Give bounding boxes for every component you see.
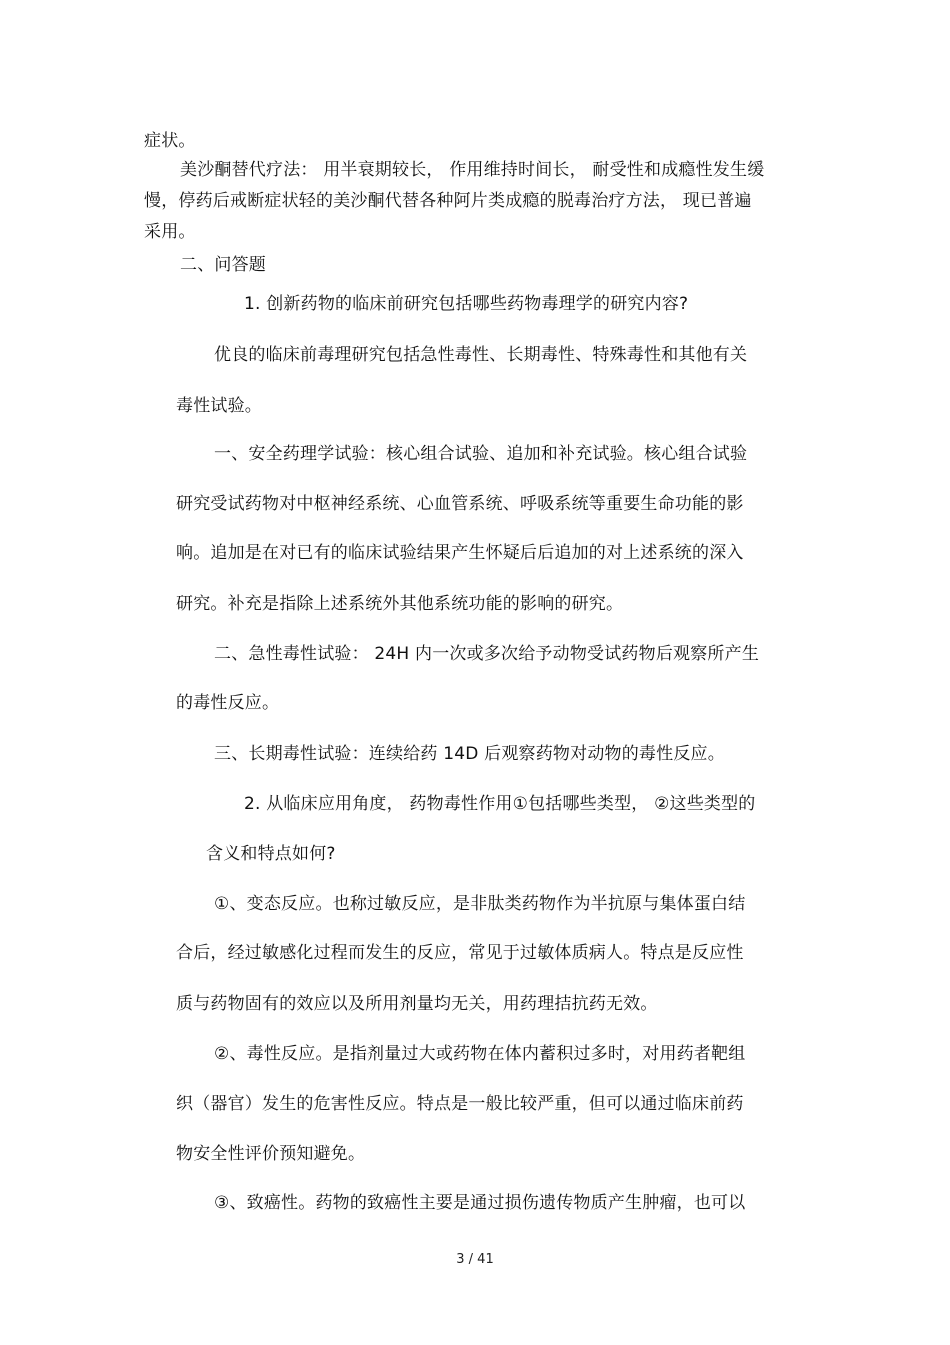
section-heading: 二、问答题 (180, 255, 266, 275)
text-line: 合后，经过敏感化过程而发生的反应，常见于过敏体质病人。特点是反应性 (176, 943, 744, 963)
text-line: 症状。 (144, 131, 196, 151)
text-line: 响。追加是在对已有的临床试验结果产生怀疑后后追加的对上述系统的深入 (176, 543, 744, 563)
text-line: ①、变态反应。也称过敏反应，是非肽类药物作为半抗原与集体蛋白结 (214, 894, 746, 914)
text-line: 美沙酮替代疗法： 用半衰期较长， 作用维持时间长， 耐受性和成瘾性发生缓 (180, 160, 765, 180)
text-line: 优良的临床前毒理研究包括急性毒性、长期毒性、特殊毒性和其他有关 (214, 345, 748, 365)
text-line: 毒性试验。 (176, 396, 262, 416)
text-line: 研究。补充是指除上述系统外其他系统功能的影响的研究。 (176, 594, 624, 614)
text-line: 三、长期毒性试验：连续给药 14D 后观察药物对动物的毒性反应。 (214, 744, 725, 764)
text-line: ②、毒性反应。是指剂量过大或药物在体内蓄积过多时，对用药者靶组 (214, 1044, 746, 1064)
question-heading: 1. 创新药物的临床前研究包括哪些药物毒理学的研究内容? (244, 294, 689, 314)
text-line: 研究受试药物对中枢神经系统、心血管系统、呼吸系统等重要生命功能的影 (176, 494, 744, 514)
text-line: 质与药物固有的效应以及所用剂量均无关，用药理拮抗药无效。 (176, 994, 658, 1014)
text-line: 慢，停药后戒断症状轻的美沙酮代替各种阿片类成瘾的脱毒治疗方法， 现已普遍 (144, 191, 752, 211)
text-line: 织（器官）发生的危害性反应。特点是一般比较严重，但可以通过临床前药 (176, 1094, 744, 1114)
question-heading: 含义和特点如何? (206, 844, 336, 864)
text-line: 物安全性评价预知避免。 (176, 1144, 366, 1164)
text-line: 一、安全药理学试验：核心组合试验、追加和补充试验。核心组合试验 (214, 444, 748, 464)
text-line: 的毒性反应。 (176, 693, 280, 713)
question-heading: 2. 从临床应用角度， 药物毒性作用①包括哪些类型， ②这些类型的 (244, 794, 756, 814)
page-number: 3 / 41 (456, 1252, 494, 1267)
text-line: ③、致癌性。药物的致癌性主要是通过损伤遗传物质产生肿瘤，也可以 (214, 1193, 746, 1213)
text-line: 二、急性毒性试验： 24H 内一次或多次给予动物受试药物后观察所产生 (214, 644, 760, 664)
text-line: 采用。 (144, 222, 196, 242)
